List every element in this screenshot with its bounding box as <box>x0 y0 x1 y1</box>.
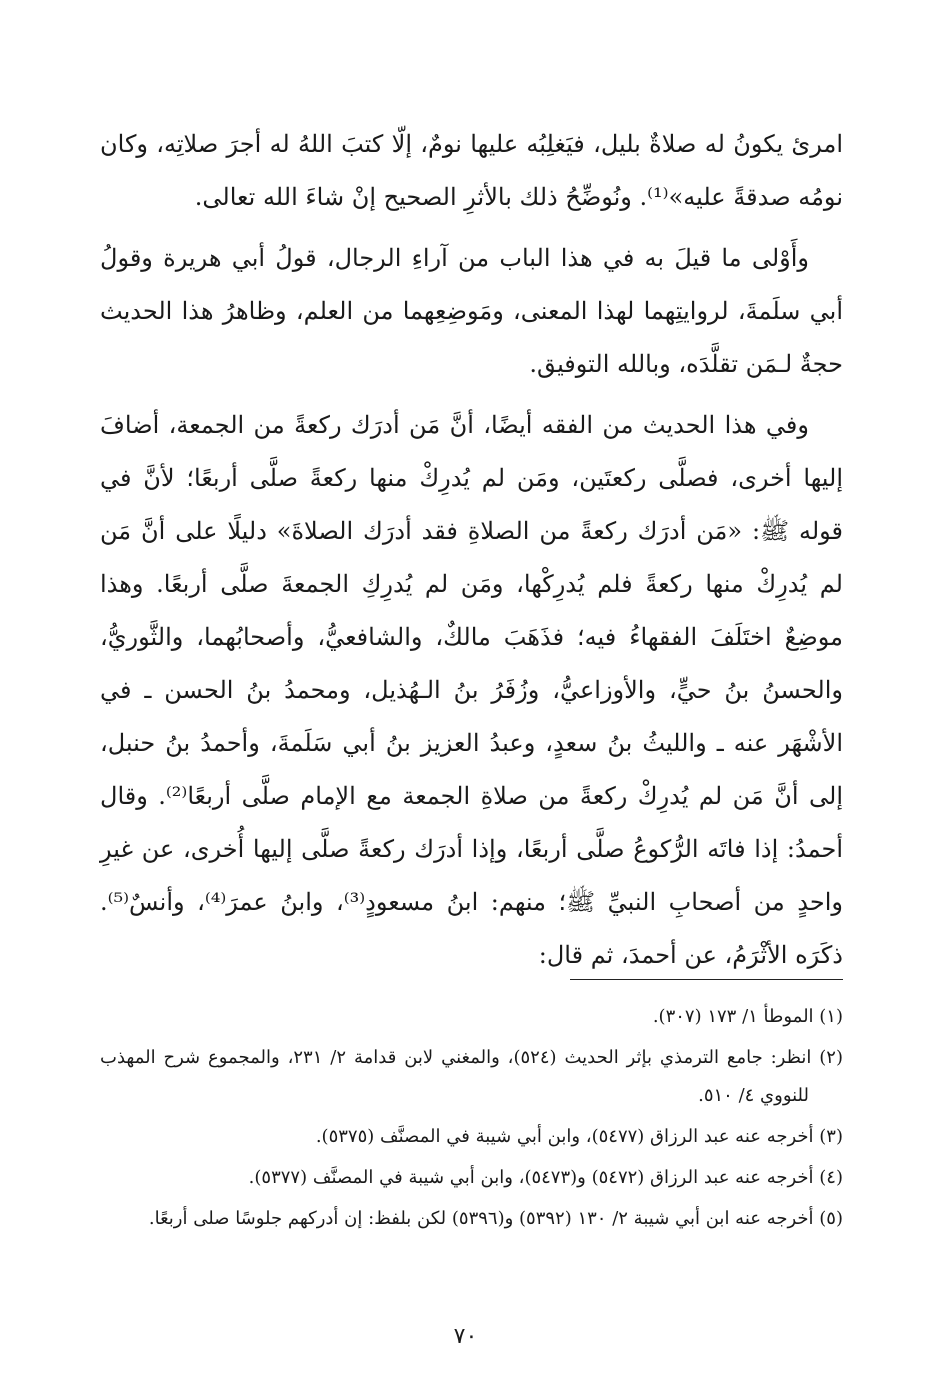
footnote-2: (٢) انظر: جامع الترمذي بإثر الحديث (٥٢٤)، والمغني لابن قدامة ٢/ ٢٣١، والمجموع شرح المهذب للنووي ٤/ ٥١٠. <box>100 1047 843 1106</box>
page-number: ٧٠ <box>453 1324 478 1349</box>
paragraph-1: امرئ يكونُ له صلاةٌ بليل، فيَغلِبُه عليها نومٌ، إلّا كتبَ اللهُ له أجرَ صلاتِه، وكان نومُه صدقةً عليه»⁽¹⁾. ونُوضِّحُ ذلك بالأثرِ الصحيح إنْ شاءَ الله تعالى. <box>100 130 843 211</box>
paragraph-2: وأَوْلى ما قيلَ به في هذا الباب من آراءِ الرجال، قولُ أبي هريرة وقولُ أبي سلَمةَ، لروايتِهما لهذا المعنى، ومَوضِعِهما من العلم، وظاهرُ هذا الحديث حجةٌ لـمَن تقلَّدَه، وبالله التوفيق. <box>100 244 843 378</box>
footnote-3: (٣) أخرجه عنه عبد الرزاق (٥٤٧٧)، وابن أبي شيبة في المصنَّف (٥٣٧٥). <box>315 1126 843 1147</box>
footnote-5: (٥) أخرجه عنه ابن أبي شيبة ٢/ ١٣٠ (٥٣٩٢) و(٥٣٩٦) لكن بلفظ: إن أدركهم جلوسًا صلى أربعًا. <box>148 1208 843 1229</box>
footnotes <box>100 998 843 1241</box>
footnote-1: (١) الموطأ ١/ ١٧٣ (٣٠٧). <box>652 1006 843 1027</box>
main-text <box>100 118 843 982</box>
footnote-separator <box>570 979 843 980</box>
footnote-4: (٤) أخرجه عنه عبد الرزاق (٥٤٧٢) و(٥٤٧٣)، وابن أبي شيبة في المصنَّف (٥٣٧٧). <box>248 1167 843 1188</box>
paragraph-3: وفي هذا الحديث من الفقه أيضًا، أنَّ مَن أدرَك ركعةً من الجمعة، أضافَ إليها أخرى، فصلَّى ركعتَين، ومَن لم يُدرِكْ منها ركعةً صلَّى أربعًا؛ لأنَّ في قوله ﷺ: «مَن أدرَك ركعةً من الصلاةِ فقد أدرَك الصلاةَ» دليلًا على أنَّ مَن لم يُدرِكْ منها ركعةً فلم يُدرِكْها، ومَن لم يُدرِكِ الجمعةَ صلَّى أربعًا. وهذا موضِعٌ اختَلَفَ الفقهاءُ فيه؛ فذَهَبَ مالكٌ، والشافعيُّ، وأصحابُهما، والثَّوريُّ، والحسنُ بنُ حيٍّ، والأوزاعيُّ، وزُفَرُ بنُ الـهُذيل، ومحمدُ بنُ الحسن ـ في الأشْهَر عنه ـ والليثُ بنُ سعدٍ، وعبدُ العزيز بنُ أبي سَلَمةَ، وأحمدُ بنُ حنبل، إلى أنَّ مَن لم يُدرِكْ ركعةً من صلاةِ الجمعة مع الإمام صلَّى أربعًا⁽²⁾. وقال أحمدُ: إذا فاتَه الرُّكوعُ صلَّى أربعًا، وإذا أدرَك ركعةً صلَّى إليها أُخرى، عن غيرِ واحدٍ من أصحابِ النبيِّ ﷺ؛ منهم: ابنُ مسعودٍ⁽³⁾، وابنُ عمرَ⁽⁴⁾، وأنسٌ⁽⁵⁾. ذكَرَه الأثْرَمُ، عن أحمدَ، ثم قال: <box>100 411 844 969</box>
